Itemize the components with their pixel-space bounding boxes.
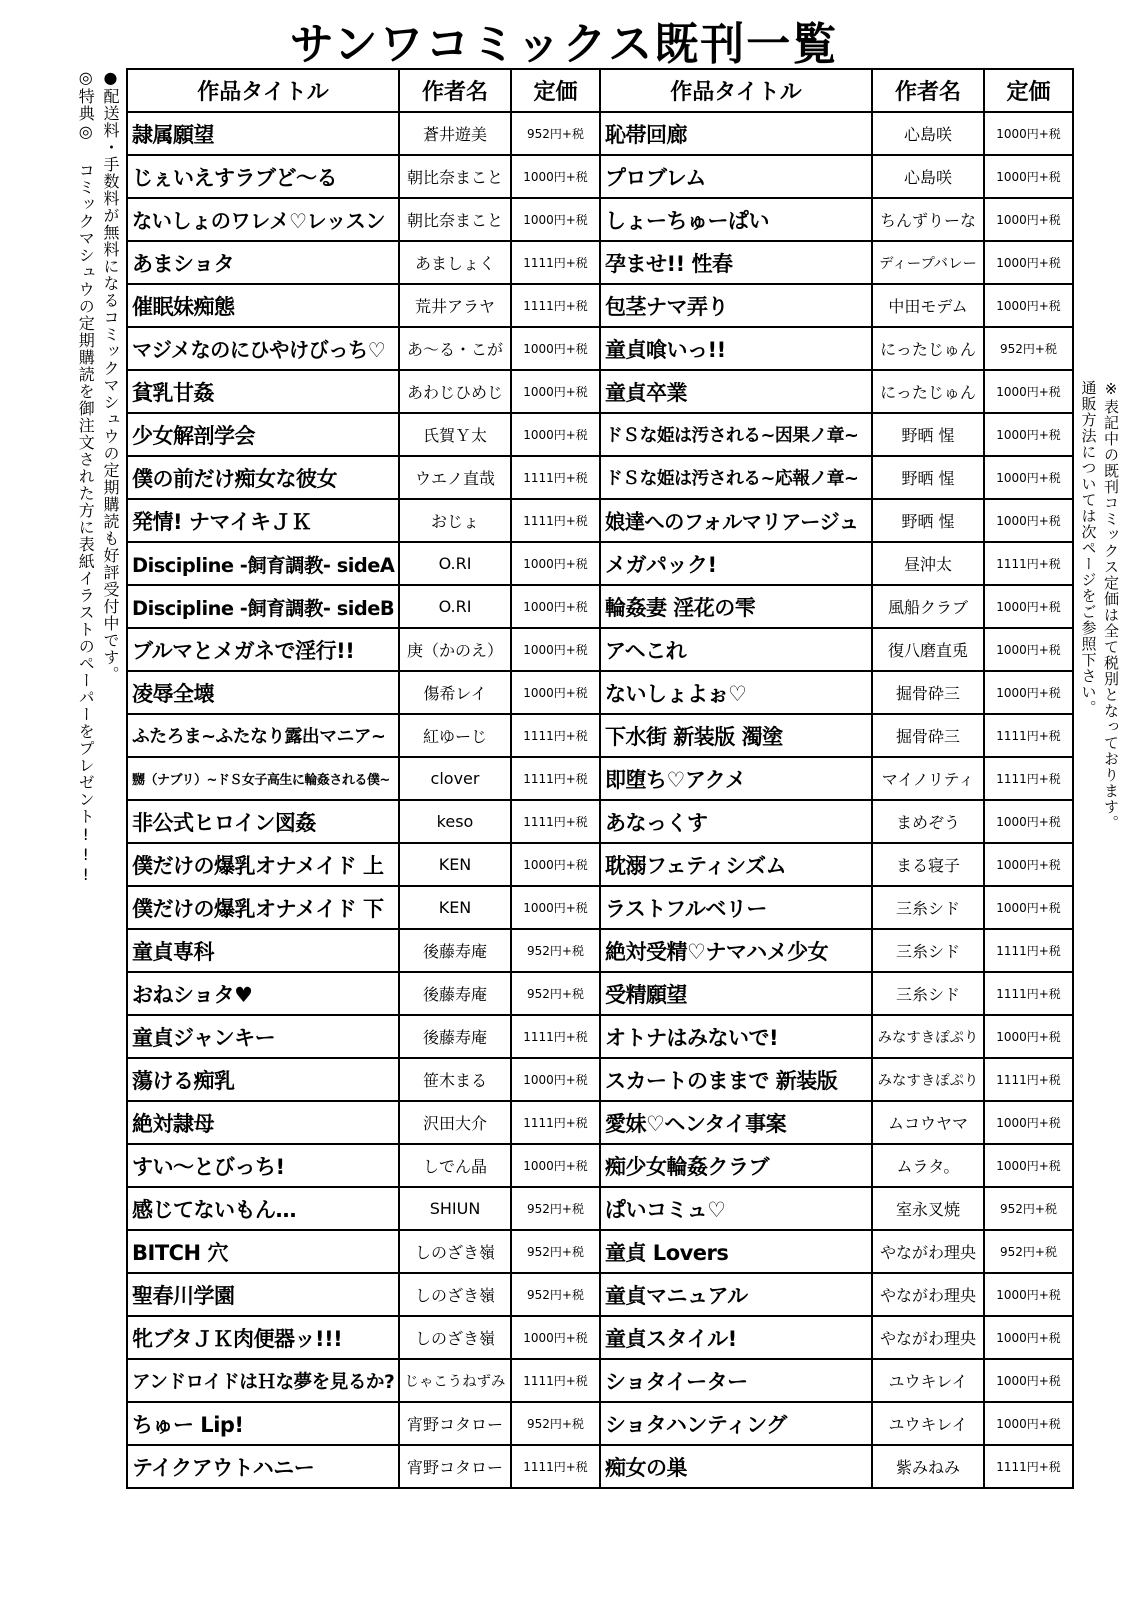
- cell-author-left: 沢田大介: [399, 1101, 511, 1144]
- cell-price-right: 1000円+税: [984, 886, 1073, 929]
- cell-price-left: 1111円+税: [511, 499, 600, 542]
- cell-title-left: 嬲（ナブリ）~ドＳ女子高生に輪姦される僕~: [127, 757, 399, 800]
- cell-price-left: 1111円+税: [511, 1359, 600, 1402]
- cell-title-right: 輪姦妻 淫花の雫: [600, 585, 872, 628]
- cell-price-left: 1111円+税: [511, 1101, 600, 1144]
- cell-title-right: 恥帯回廊: [600, 112, 872, 155]
- table-row: [127, 1316, 1073, 1359]
- cell-price-right: 1000円+税: [984, 413, 1073, 456]
- cell-price-right: 1000円+税: [984, 499, 1073, 542]
- left-side-note: [4, 68, 122, 1188]
- cell-title-right: 包茎ナマ弄り: [600, 284, 872, 327]
- table-row: [127, 757, 1073, 800]
- right-note-line-1: ※表記中の既刊コミックス定価は全て税別となっております。: [1102, 380, 1120, 831]
- cell-price-left: 1111円+税: [511, 757, 600, 800]
- cell-price-left: 1000円+税: [511, 1144, 600, 1187]
- cell-author-left: SHIUN: [399, 1187, 511, 1230]
- cell-author-right: ユウキレイ: [872, 1402, 984, 1445]
- cell-price-right: 952円+税: [984, 1230, 1073, 1273]
- cell-title-left: すい〜とびっち!: [127, 1144, 399, 1187]
- cell-title-right: 痴女の巣: [600, 1445, 872, 1488]
- table-row: [127, 370, 1073, 413]
- cell-author-left: 庚（かのえ）: [399, 628, 511, 671]
- table-row: [127, 1359, 1073, 1402]
- cell-author-left: KEN: [399, 886, 511, 929]
- cell-author-left: 蒼井遊美: [399, 112, 511, 155]
- cell-title-left: BITCH 穴: [127, 1230, 399, 1273]
- cell-author-right: ムコウヤマ: [872, 1101, 984, 1144]
- cell-title-right: 即堕ち♡アクメ: [600, 757, 872, 800]
- cell-author-right: 三糸シド: [872, 972, 984, 1015]
- cell-price-right: 1000円+税: [984, 1015, 1073, 1058]
- cell-author-right: 野晒 惺: [872, 456, 984, 499]
- cell-author-left: しのざき嶺: [399, 1273, 511, 1316]
- cell-title-right: ラストフルベリー: [600, 886, 872, 929]
- cell-author-right: 掘骨砕三: [872, 671, 984, 714]
- cell-price-left: 1000円+税: [511, 155, 600, 198]
- cell-author-left: あわじひめじ: [399, 370, 511, 413]
- cell-author-left: 笹木まる: [399, 1058, 511, 1101]
- cell-title-left: 童貞ジャンキー: [127, 1015, 399, 1058]
- cell-price-right: 1111円+税: [984, 972, 1073, 1015]
- table-row: [127, 671, 1073, 714]
- header-price-right: 定価: [984, 69, 1073, 112]
- cell-price-left: 1000円+税: [511, 542, 600, 585]
- cell-title-left: じぇいえすラブど〜る: [127, 155, 399, 198]
- cell-price-right: 1000円+税: [984, 370, 1073, 413]
- cell-author-left: 後藤寿庵: [399, 972, 511, 1015]
- cell-title-left: あまショタ: [127, 241, 399, 284]
- cell-price-left: 952円+税: [511, 1187, 600, 1230]
- cell-title-right: ショタハンティング: [600, 1402, 872, 1445]
- cell-title-right: 童貞喰いっ!!: [600, 327, 872, 370]
- cell-price-left: 1111円+税: [511, 1445, 600, 1488]
- table-row: [127, 413, 1073, 456]
- comics-catalog-table: [126, 68, 1074, 1489]
- cell-author-right: にったじゅん: [872, 327, 984, 370]
- cell-title-right: 童貞 Lovers: [600, 1230, 872, 1273]
- cell-price-right: 1000円+税: [984, 198, 1073, 241]
- cell-author-right: まる寝子: [872, 843, 984, 886]
- cell-title-left: Discipline -飼育調教- sideB: [127, 585, 399, 628]
- cell-title-right: ぱいコミュ♡: [600, 1187, 872, 1230]
- cell-price-right: 1000円+税: [984, 585, 1073, 628]
- cell-price-left: 952円+税: [511, 1273, 600, 1316]
- cell-author-left: 後藤寿庵: [399, 929, 511, 972]
- cell-title-right: アヘこれ: [600, 628, 872, 671]
- cell-price-left: 952円+税: [511, 1230, 600, 1273]
- cell-price-left: 1000円+税: [511, 1058, 600, 1101]
- cell-title-right: 孕ませ!! 性春: [600, 241, 872, 284]
- cell-author-left: あ〜る・こが: [399, 327, 511, 370]
- cell-price-right: 1000円+税: [984, 628, 1073, 671]
- cell-title-left: マジメなのにひやけびっち♡: [127, 327, 399, 370]
- cell-price-right: 1000円+税: [984, 1359, 1073, 1402]
- cell-author-left: clover: [399, 757, 511, 800]
- cell-title-left: ふたろま~ふたなり露出マニア~: [127, 714, 399, 757]
- table-row: [127, 155, 1073, 198]
- cell-title-left: 発情! ナマイキＪＫ: [127, 499, 399, 542]
- cell-author-right: 復八磨直兎: [872, 628, 984, 671]
- cell-title-left: 貧乳甘姦: [127, 370, 399, 413]
- cell-price-right: 1000円+税: [984, 800, 1073, 843]
- cell-author-left: 紅ゆーじ: [399, 714, 511, 757]
- cell-price-left: 1000円+税: [511, 413, 600, 456]
- cell-author-right: 心島咲: [872, 112, 984, 155]
- cell-author-left: しのざき嶺: [399, 1316, 511, 1359]
- table-row: [127, 800, 1073, 843]
- cell-title-left: おねショタ♥: [127, 972, 399, 1015]
- cell-title-left: ないしょのワレメ♡レッスン: [127, 198, 399, 241]
- cell-author-right: 紫みねみ: [872, 1445, 984, 1488]
- table-row: [127, 284, 1073, 327]
- cell-author-right: 室永叉焼: [872, 1187, 984, 1230]
- cell-title-left: 催眠妹痴態: [127, 284, 399, 327]
- cell-author-left: O.RI: [399, 585, 511, 628]
- cell-author-right: みなすきぽぷり: [872, 1058, 984, 1101]
- cell-title-left: 僕だけの爆乳オナメイド 下: [127, 886, 399, 929]
- cell-author-right: やながわ理央: [872, 1230, 984, 1273]
- cell-author-right: 心島咲: [872, 155, 984, 198]
- cell-title-left: 僕の前だけ痴女な彼女: [127, 456, 399, 499]
- cell-title-left: アンドロイドはＨな夢を見るか?: [127, 1359, 399, 1402]
- cell-title-right: 受精願望: [600, 972, 872, 1015]
- table-row: [127, 542, 1073, 585]
- cell-title-left: ブルマとメガネで淫行!!: [127, 628, 399, 671]
- right-note-line-2: 通販方法については次ページをご参照下さい。: [1079, 380, 1098, 716]
- cell-author-left: 荒井アラヤ: [399, 284, 511, 327]
- table-row: [127, 972, 1073, 1015]
- cell-price-left: 1000円+税: [511, 198, 600, 241]
- cell-price-right: 1000円+税: [984, 284, 1073, 327]
- cell-price-left: 1111円+税: [511, 284, 600, 327]
- cell-title-left: 凌辱全壊: [127, 671, 399, 714]
- cell-author-left: 朝比奈まこと: [399, 198, 511, 241]
- cell-author-right: 三糸シド: [872, 886, 984, 929]
- cell-author-left: あましょく: [399, 241, 511, 284]
- table-row: [127, 499, 1073, 542]
- cell-author-left: KEN: [399, 843, 511, 886]
- cell-title-left: 隷属願望: [127, 112, 399, 155]
- cell-price-right: 1111円+税: [984, 1058, 1073, 1101]
- cell-author-left: 傷希レイ: [399, 671, 511, 714]
- cell-author-left: おじょ: [399, 499, 511, 542]
- cell-price-right: 1000円+税: [984, 671, 1073, 714]
- cell-author-right: ムラタ。: [872, 1144, 984, 1187]
- cell-price-right: 1000円+税: [984, 1273, 1073, 1316]
- cell-price-right: 1000円+税: [984, 1144, 1073, 1187]
- cell-author-left: 氏賀Ｙ太: [399, 413, 511, 456]
- right-side-note: [1070, 380, 1122, 1560]
- cell-price-left: 1000円+税: [511, 1316, 600, 1359]
- cell-price-right: 1111円+税: [984, 929, 1073, 972]
- cell-price-right: 1000円+税: [984, 112, 1073, 155]
- cell-price-right: 1111円+税: [984, 757, 1073, 800]
- table-row: [127, 1144, 1073, 1187]
- cell-title-left: 絶対隷母: [127, 1101, 399, 1144]
- cell-price-right: 1000円+税: [984, 1316, 1073, 1359]
- left-note-line-2: ●配送料・手数料が無料になるコミックマシュウの定期購読も好評受付中です。: [101, 68, 120, 683]
- cell-title-right: 痴少女輪姦クラブ: [600, 1144, 872, 1187]
- header-title-right: 作品タイトル: [600, 69, 872, 112]
- cell-price-right: 1000円+税: [984, 843, 1073, 886]
- cell-author-left: 後藤寿庵: [399, 1015, 511, 1058]
- cell-price-left: 1111円+税: [511, 714, 600, 757]
- cell-price-right: 1000円+税: [984, 241, 1073, 284]
- cell-title-left: 聖春川学園: [127, 1273, 399, 1316]
- table-row: [127, 929, 1073, 972]
- cell-price-left: 1000円+税: [511, 327, 600, 370]
- table-row: [127, 1015, 1073, 1058]
- cell-title-right: 娘達へのフォルマリアージュ: [600, 499, 872, 542]
- table-row: [127, 714, 1073, 757]
- cell-title-left: 感じてないもん…: [127, 1187, 399, 1230]
- cell-title-right: あなっくす: [600, 800, 872, 843]
- table-row: [127, 241, 1073, 284]
- cell-author-right: 野晒 惺: [872, 499, 984, 542]
- table-row: [127, 456, 1073, 499]
- table-header-row: [127, 69, 1073, 112]
- cell-price-left: 1000円+税: [511, 628, 600, 671]
- table-row: [127, 1402, 1073, 1445]
- cell-title-right: ショタイーター: [600, 1359, 872, 1402]
- cell-price-left: 1111円+税: [511, 456, 600, 499]
- cell-author-left: keso: [399, 800, 511, 843]
- header-price-left: 定価: [511, 69, 600, 112]
- cell-price-left: 952円+税: [511, 972, 600, 1015]
- cell-author-right: ユウキレイ: [872, 1359, 984, 1402]
- cell-title-right: 下水街 新装版 濁塗: [600, 714, 872, 757]
- header-author-left: 作者名: [399, 69, 511, 112]
- cell-author-left: しでん晶: [399, 1144, 511, 1187]
- cell-author-left: しのざき嶺: [399, 1230, 511, 1273]
- cell-title-right: ドＳな姫は汚される~応報ノ章~: [600, 456, 872, 499]
- cell-title-right: 童貞卒業: [600, 370, 872, 413]
- table-row: [127, 1101, 1073, 1144]
- cell-title-left: ちゅー Lip!: [127, 1402, 399, 1445]
- cell-author-left: じゃこうねずみ: [399, 1359, 511, 1402]
- cell-price-right: 1000円+税: [984, 155, 1073, 198]
- cell-author-right: まめぞう: [872, 800, 984, 843]
- cell-title-right: プロブレム: [600, 155, 872, 198]
- table-row: [127, 198, 1073, 241]
- cell-price-left: 1000円+税: [511, 585, 600, 628]
- header-title-left: 作品タイトル: [127, 69, 399, 112]
- cell-title-left: 牝ブタＪＫ肉便器ッ!!!: [127, 1316, 399, 1359]
- cell-title-right: ないしょよぉ♡: [600, 671, 872, 714]
- cell-price-right: 1111円+税: [984, 1445, 1073, 1488]
- cell-price-left: 1111円+税: [511, 241, 600, 284]
- cell-author-right: みなすきぽぷり: [872, 1015, 984, 1058]
- table-row: [127, 327, 1073, 370]
- cell-price-right: 1000円+税: [984, 1101, 1073, 1144]
- page-title: サンワコミックス既刊一覧: [289, 19, 839, 70]
- cell-author-right: 掘骨砕三: [872, 714, 984, 757]
- table-row: [127, 886, 1073, 929]
- cell-title-right: 童貞スタイル!: [600, 1316, 872, 1359]
- cell-price-left: 952円+税: [511, 929, 600, 972]
- cell-price-left: 1000円+税: [511, 843, 600, 886]
- cell-author-left: 宵野コタロー: [399, 1402, 511, 1445]
- cell-author-right: やながわ理央: [872, 1316, 984, 1359]
- cell-author-right: 風船クラブ: [872, 585, 984, 628]
- table-row: [127, 1445, 1073, 1488]
- cell-price-left: 1000円+税: [511, 671, 600, 714]
- cell-title-left: テイクアウトハニー: [127, 1445, 399, 1488]
- cell-title-left: Discipline -飼育調教- sideA: [127, 542, 399, 585]
- table-row: [127, 628, 1073, 671]
- cell-title-right: メガパック!: [600, 542, 872, 585]
- cell-author-left: ウエノ直哉: [399, 456, 511, 499]
- cell-title-left: 蕩ける痴乳: [127, 1058, 399, 1101]
- cell-title-right: 耽溺フェティシズム: [600, 843, 872, 886]
- cell-author-left: 朝比奈まこと: [399, 155, 511, 198]
- cell-title-right: しょーちゅーぱい: [600, 198, 872, 241]
- cell-price-right: 952円+税: [984, 327, 1073, 370]
- table-row: [127, 1187, 1073, 1230]
- table-row: [127, 843, 1073, 886]
- cell-author-right: マイノリティ: [872, 757, 984, 800]
- cell-title-right: 絶対受精♡ナマハメ少女: [600, 929, 872, 972]
- table-row: [127, 1230, 1073, 1273]
- cell-author-left: 宵野コタロー: [399, 1445, 511, 1488]
- table-row: [127, 585, 1073, 628]
- cell-price-left: 1000円+税: [511, 370, 600, 413]
- table-row: [127, 1058, 1073, 1101]
- table-row: [127, 1273, 1073, 1316]
- cell-title-right: ドＳな姫は汚される~因果ノ章~: [600, 413, 872, 456]
- cell-title-right: スカートのままで 新装版: [600, 1058, 872, 1101]
- cell-title-left: 童貞専科: [127, 929, 399, 972]
- cell-title-right: 愛妹♡ヘンタイ事案: [600, 1101, 872, 1144]
- cell-price-left: 952円+税: [511, 112, 600, 155]
- cell-price-right: 952円+税: [984, 1187, 1073, 1230]
- cell-price-left: 1000円+税: [511, 886, 600, 929]
- cell-price-left: 952円+税: [511, 1402, 600, 1445]
- cell-title-left: 非公式ヒロイン図姦: [127, 800, 399, 843]
- cell-price-left: 1111円+税: [511, 1015, 600, 1058]
- cell-author-right: ちんずりーな: [872, 198, 984, 241]
- cell-title-left: 少女解剖学会: [127, 413, 399, 456]
- cell-price-right: 1000円+税: [984, 1402, 1073, 1445]
- cell-title-left: 僕だけの爆乳オナメイド 上: [127, 843, 399, 886]
- cell-author-right: 野晒 惺: [872, 413, 984, 456]
- cell-price-right: 1111円+税: [984, 714, 1073, 757]
- cell-price-left: 1111円+税: [511, 800, 600, 843]
- cell-author-right: にったじゅん: [872, 370, 984, 413]
- cell-author-right: 三糸シド: [872, 929, 984, 972]
- cell-price-right: 1111円+税: [984, 542, 1073, 585]
- cell-author-right: 中田モデム: [872, 284, 984, 327]
- cell-author-right: 昼沖太: [872, 542, 984, 585]
- cell-price-right: 1000円+税: [984, 456, 1073, 499]
- cell-title-right: オトナはみないで!: [600, 1015, 872, 1058]
- table-row: [127, 112, 1073, 155]
- left-note-line-1: ◎特典◎ コミックマシュウの定期購読を御注文された方に表紙イラストのペーパーをプレゼント!!!: [76, 68, 96, 885]
- cell-author-left: O.RI: [399, 542, 511, 585]
- header-author-right: 作者名: [872, 69, 984, 112]
- cell-author-right: やながわ理央: [872, 1273, 984, 1316]
- cell-title-right: 童貞マニュアル: [600, 1273, 872, 1316]
- cell-author-right: ディープバレー: [872, 241, 984, 284]
